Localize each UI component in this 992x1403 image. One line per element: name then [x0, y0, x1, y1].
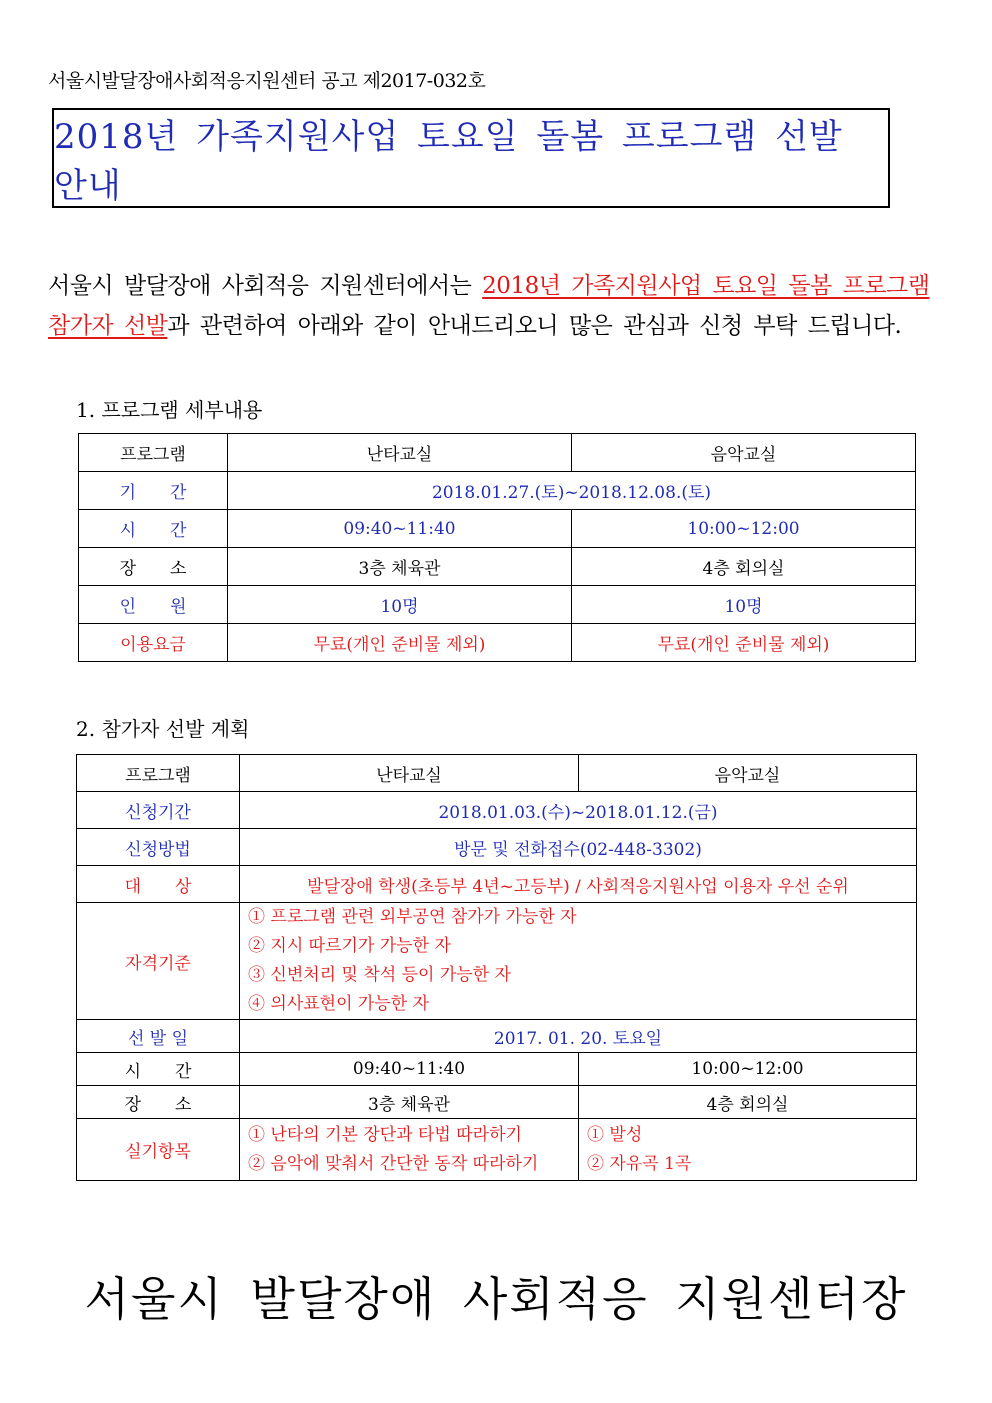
header-col2: 음악교실: [572, 434, 916, 472]
table-row: [77, 792, 917, 829]
table-row: [77, 755, 917, 792]
title-box: [52, 108, 890, 208]
intro-paragraph: [48, 266, 953, 346]
practical-item: ② 음악에 맞춰서 간단한 동작 따라하기: [248, 1153, 539, 1174]
table-row: [77, 1020, 917, 1053]
criteria-item: ④ 의사표현이 가능한 자: [248, 994, 430, 1014]
target-value: 발달장애 학생(초등부 4년~고등부) / 사회적응지원사업 이용자 우선 순위: [240, 866, 917, 903]
table-row: [77, 1053, 917, 1086]
table-row: [77, 829, 917, 866]
time-col1: 09:40~11:40: [228, 510, 572, 548]
intro-prefix: 서울시 발달장애 사회적응 지원센터에서는: [48, 273, 483, 299]
people-col1: 10명: [228, 586, 572, 624]
place-col1: 3층 체육관: [240, 1086, 579, 1119]
apply-period-value: 2018.01.03.(수)~2018.01.12.(금): [240, 792, 917, 829]
table-row: [77, 1119, 917, 1181]
target-label: 대 상: [77, 866, 240, 903]
section1-heading: 1. 프로그램 세부내용: [76, 398, 263, 422]
selection-plan-table: [76, 754, 917, 1181]
time-col2: 10:00~12:00: [572, 510, 916, 548]
table-row: [77, 866, 917, 903]
practical-item: ① 난타의 기본 장단과 타법 따라하기: [248, 1124, 522, 1145]
place-col2: 4층 회의실: [579, 1086, 917, 1119]
practical-item: ① 발성: [587, 1124, 643, 1145]
criteria-list: [240, 903, 917, 1020]
practical-col2: [579, 1119, 917, 1181]
document-title: 2018년 가족지원사업 토요일 돌봄 프로그램 선발 안내: [54, 117, 843, 206]
table-row: [77, 1086, 917, 1119]
notice-number: 서울시발달장애사회적응지원센터 공고 제2017-032호: [48, 70, 486, 92]
table-row: [79, 548, 916, 586]
time-label: 시 간: [79, 510, 228, 548]
place-col2: 4층 회의실: [572, 548, 916, 586]
table-row: [77, 903, 917, 1020]
fee-label: 이용요금: [79, 624, 228, 662]
section2-heading: 2. 참가자 선발 계획: [76, 717, 250, 741]
program-details-table: [78, 433, 916, 662]
period-label: 기 간: [79, 472, 228, 510]
place-label: 장 소: [79, 548, 228, 586]
people-col2: 10명: [572, 586, 916, 624]
table-row: [79, 472, 916, 510]
criteria-item: ③ 신변처리 및 착석 등이 가능한 자: [248, 965, 511, 985]
practical-label: 실기항목: [77, 1119, 240, 1181]
header-label: 프로그램: [79, 434, 228, 472]
fee-col2: 무료(개인 준비물 제외): [572, 624, 916, 662]
intro-highlight-2: 참가자 선발: [48, 313, 168, 339]
table-row: [79, 624, 916, 662]
header-col1: 난타교실: [228, 434, 572, 472]
practical-item: ② 자유곡 1곡: [587, 1153, 692, 1174]
apply-method-value: 방문 및 전화접수(02-448-3302): [240, 829, 917, 866]
criteria-label: 자격기준: [77, 903, 240, 1020]
selection-date-label: 선 발 일: [77, 1020, 240, 1053]
intro-suffix: 과 관련하여 아래와 같이 안내드리오니 많은 관심과 신청 부탁 드립니다.: [167, 313, 902, 339]
header-col1: 난타교실: [240, 755, 579, 792]
table-row: [79, 434, 916, 472]
people-label: 인 원: [79, 586, 228, 624]
place-col1: 3층 체육관: [228, 548, 572, 586]
apply-period-label: 신청기간: [77, 792, 240, 829]
criteria-item: ① 프로그램 관련 외부공연 참가가 가능한 자: [248, 907, 577, 927]
selection-date-value: 2017. 01. 20. 토요일: [240, 1020, 917, 1053]
place-label: 장 소: [77, 1086, 240, 1119]
header-col2: 음악교실: [579, 755, 917, 792]
practical-col1: [240, 1119, 579, 1181]
table-row: [79, 510, 916, 548]
time-col1: 09:40~11:40: [240, 1053, 579, 1086]
apply-method-label: 신청방법: [77, 829, 240, 866]
fee-col1: 무료(개인 준비물 제외): [228, 624, 572, 662]
time-col2: 10:00~12:00: [579, 1053, 917, 1086]
intro-highlight-1: 2018년 가족지원사업 토요일 돌봄 프로그램: [482, 273, 930, 299]
table-row: [79, 586, 916, 624]
period-value: 2018.01.27.(토)~2018.12.08.(토): [228, 472, 916, 510]
time-label: 시 간: [77, 1053, 240, 1086]
criteria-item: ② 지시 따르기가 가능한 자: [248, 936, 451, 956]
issuer-signature: 서울시 발달장애 사회적응 지원센터장: [84, 1272, 908, 1326]
header-label: 프로그램: [77, 755, 240, 792]
